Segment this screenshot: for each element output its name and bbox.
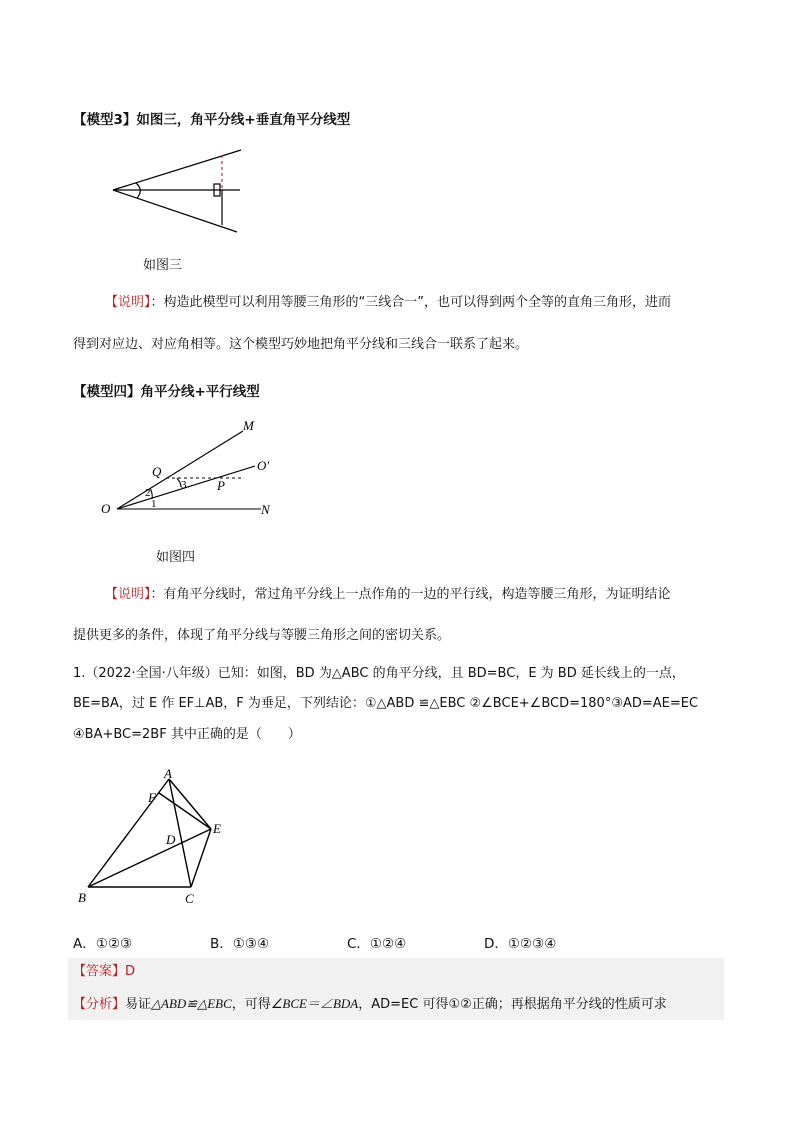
model3-caption: 如图三 [143, 258, 183, 273]
analysis-text1: 易证 [125, 997, 152, 1012]
analysis-label: 【分析】 [73, 997, 126, 1012]
fig4-label-O-prime: O' [257, 458, 270, 473]
answer-value: D [125, 964, 136, 979]
model4-caption: 如图四 [156, 550, 196, 565]
model4-note-label: 【说明】 [105, 587, 151, 602]
model3-heading: 【模型3】如图三，角平分线+垂直角平分线型 [73, 112, 351, 128]
model3-note-line2: 得到对应边、对应角相等。这个模型巧妙地把角平分线和三线合一联系了起来。 [73, 337, 529, 352]
model4-note-text1: ：有角平分线时，常过角平分线上一点作角的一边的平行线，构造等腰三角形，为证明结论 [150, 587, 671, 602]
fig4-label-M: M [243, 418, 254, 433]
choice-d[interactable]: D．①②③④ [484, 936, 557, 952]
figure-4 [95, 410, 285, 525]
fig4-angle-3: 3 [181, 479, 187, 491]
analysis-text2: ，可得 [231, 997, 271, 1012]
fig4-angle-1: 1 [151, 498, 157, 510]
answer-line [73, 962, 135, 982]
model3-note-label: 【说明】 [105, 295, 151, 310]
fig4-label-N: N [261, 502, 270, 517]
qfig-label-A: A [164, 766, 172, 781]
qfig-label-F: F [148, 790, 156, 805]
question-figure [74, 766, 234, 911]
analysis-math1: △ABD≌△EBC [151, 996, 232, 1011]
qfig-line-BE [88, 829, 211, 887]
analysis-math2: ∠BCE＝∠BDA [270, 996, 359, 1011]
qfig-label-D: D [166, 832, 176, 847]
fig4-label-P: P [217, 478, 225, 493]
model3-note-line1 [105, 293, 671, 313]
qfig-label-C: C [185, 891, 194, 906]
fig4-label-Q: Q [152, 464, 162, 479]
model4-note-line1 [105, 585, 671, 605]
qfig-label-E: E [213, 821, 221, 836]
question-line3: ④BA+BC=2BF 其中正确的是（ ） [73, 727, 301, 742]
model3-note-text1: ：构造此模型可以利用等腰三角形的“三线合一”，也可以得到两个全等的直角三角形，进而 [150, 295, 671, 310]
choice-c[interactable]: C．①②④ [347, 936, 407, 952]
fig4-ray-OM [117, 431, 243, 509]
qfig-side-BA [88, 779, 169, 887]
choice-a[interactable]: A．①②③ [73, 936, 133, 952]
question-line1: 1.（2022·全国·八年级）已知：如图，BD 为△ABC 的角平分线，且 BD=BC，E 为 BD 延长线上的一点， [73, 666, 685, 681]
figure-3 [100, 140, 260, 240]
qfig-label-B: B [78, 890, 86, 905]
analysis-line [73, 994, 667, 1015]
fig4-label-O: O [101, 501, 111, 516]
model4-heading: 【模型四】角平分线+平行线型 [73, 384, 260, 400]
question-line2: BE=BA，过 E 作 EF⊥AB，F 为垂足，下列结论：①△ABD ≌△EBC ②∠BCE+∠BCD=180°③AD=AE=EC [73, 696, 699, 711]
model4-note-line2: 提供更多的条件，体现了角平分线与等腰三角形之间的密切关系。 [73, 628, 451, 643]
answer-label: 【答案】 [73, 964, 126, 979]
fig4-angle-2: 2 [145, 487, 151, 499]
choice-b[interactable]: B．①③④ [210, 936, 270, 952]
analysis-text3: ，AD=EC 可得①②正确；再根据角平分线的性质可求 [358, 997, 667, 1012]
